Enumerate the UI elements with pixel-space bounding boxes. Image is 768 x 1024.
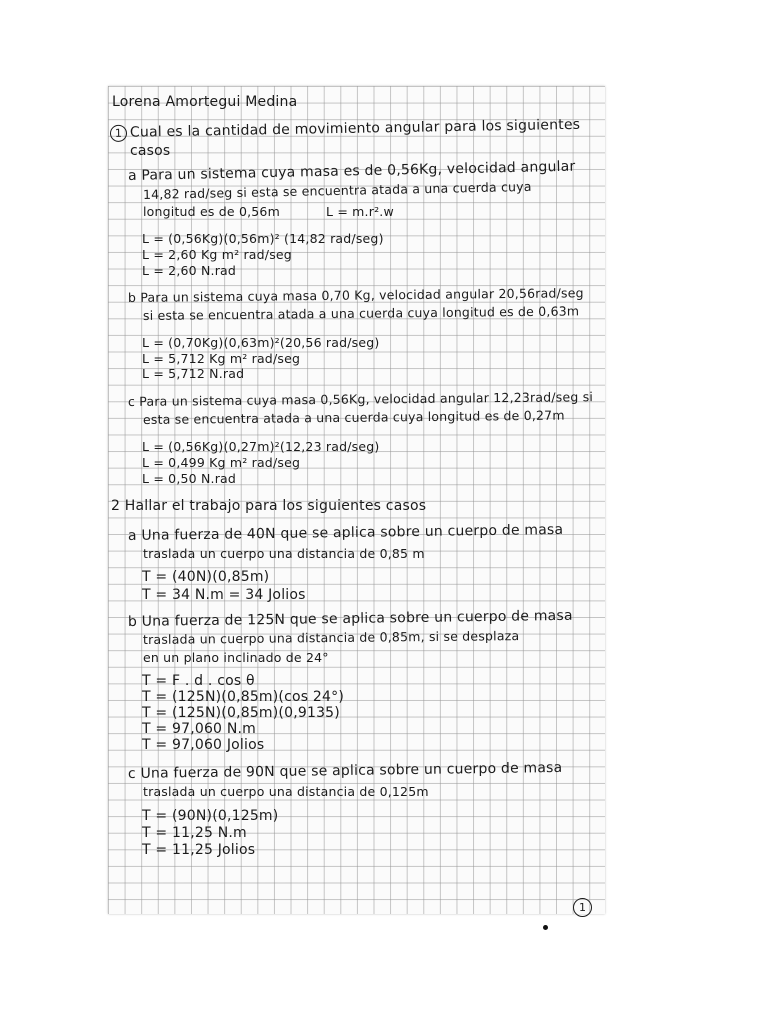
q1a-step2: L = 2,60 Kg m² rad/seg: [142, 247, 292, 262]
q1c-step3: L = 0,50 N.rad: [142, 471, 237, 486]
q2a-step2: T = 34 N.m = 34 Jolios: [142, 587, 306, 603]
q1-title-line2: casos: [130, 143, 171, 159]
q1c-step2: L = 0,499 Kg m² rad/seg: [142, 455, 301, 470]
q2b-step2: T = (125N)(0,85m)(cos 24°): [142, 689, 344, 705]
q1c-line1: c Para un sistema cuya masa 0,56Kg, velocidad angular 12,23rad/seg si: [127, 389, 594, 409]
q2a-line2: traslada un cuerpo una distancia de 0,85 m: [143, 546, 425, 561]
q1b-step3: L = 5,712 N.rad: [142, 366, 245, 381]
q2a-step1: T = (40N)(0,85m): [142, 569, 270, 585]
q1a-line3: longitud es de 0,56m: [143, 204, 280, 219]
q2-title: 2 Hallar el trabajo para los siguientes casos: [111, 498, 427, 514]
q2b-line3: en un plano inclinado de 24°: [143, 650, 329, 665]
q1a-formula: L = m.r².w: [326, 204, 394, 219]
q1b-step1: L = (0,70Kg)(0,63m)²(20,56 rad/seg): [142, 335, 380, 350]
q2c-line2: traslada un cuerpo una distancia de 0,125m: [143, 784, 429, 799]
q2b-step5: T = 97,060 Jolios: [142, 737, 265, 753]
ink-dot: [543, 925, 548, 930]
q1a-line2: 14,82 rad/seg si esta se encuentra atada a una cuerda cuya: [142, 178, 532, 202]
q1b-line2: si esta se encuentra atada a una cuerda cuya longitud es de 0,63m: [142, 303, 580, 323]
q2b-step4: T = 97,060 N.m: [142, 721, 256, 737]
bleed-through-text: [438, 176, 598, 736]
q2c-line1: c Una fuerza de 90N que se aplica sobre un cuerpo de masa: [127, 759, 563, 782]
q2b-line1: b Una fuerza de 125N que se aplica sobre un cuerpo de masa: [127, 607, 573, 630]
q1-title-text: Cual es la cantidad de movimiento angular para los siguientes: [129, 116, 581, 141]
q1c-step1: L = (0,56Kg)(0,27m)²(12,23 rad/seg): [142, 439, 380, 454]
q1-number: 1: [110, 125, 127, 142]
q1c-line2: esta se encuentra atada a una cuerda cuya longitud es de 0,27m: [142, 407, 565, 427]
author-name: Lorena Amortegui Medina: [112, 94, 298, 110]
q2c-step2: T = 11,25 N.m: [142, 825, 247, 841]
page-number: 1: [573, 898, 592, 917]
q2b-line2: traslada un cuerpo una distancia de 0,85m, si se desplaza: [142, 628, 520, 647]
q2a-line1: a Una fuerza de 40N que se aplica sobre un cuerpo de masa: [127, 521, 564, 544]
q1b-step2: L = 5,712 Kg m² rad/seg: [142, 351, 301, 366]
q2c-step3: T = 11,25 Jolios: [142, 842, 256, 858]
q1a-step1: L = (0,56Kg)(0,56m)² (14,82 rad/seg): [142, 231, 384, 246]
q1a-line1: a Para un sistema cuya masa es de 0,56Kg, velocidad angular: [127, 158, 576, 184]
q2b-step1: T = F . d . cos θ: [142, 673, 255, 689]
q2b-step3: T = (125N)(0,85m)(0,9135): [142, 705, 340, 721]
q1a-step3: L = 2,60 N.rad: [142, 263, 237, 278]
q2c-step1: T = (90N)(0,125m): [142, 808, 279, 824]
q1b-line1: b Para un sistema cuya masa 0,70 Kg, velocidad angular 20,56rad/seg: [127, 285, 584, 305]
